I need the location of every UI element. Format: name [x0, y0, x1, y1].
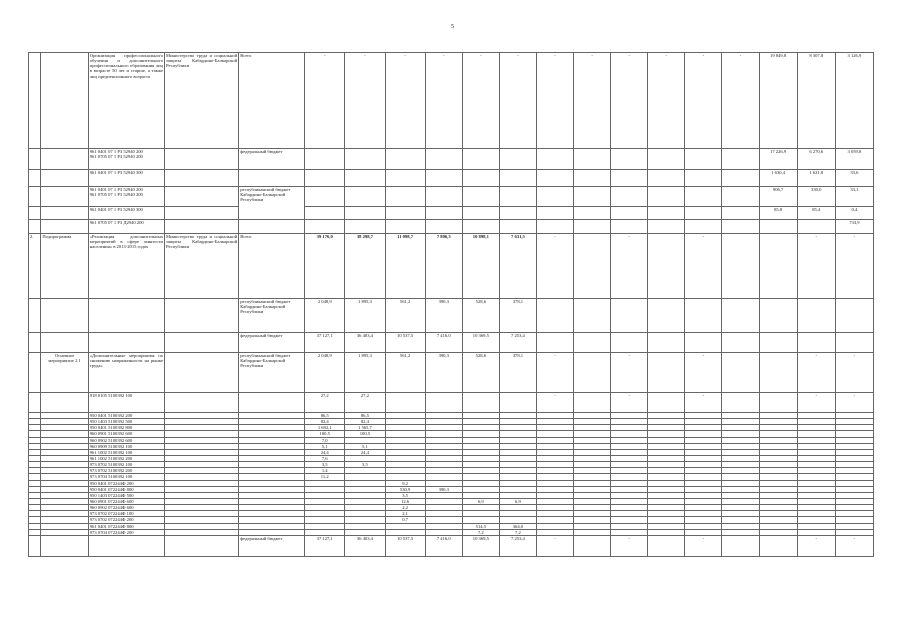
table-cell: 390,3: [425, 486, 462, 492]
budget-code: 918 0105 5100392 100: [88, 393, 164, 413]
table-cell: 3 126,9: [835, 53, 873, 149]
table-cell: -: [611, 535, 648, 556]
table-cell: 24,4: [305, 449, 345, 455]
budget-code: 960 0902 072244Ф 600: [88, 505, 164, 511]
budget-code: 961 1002 5100392 100: [88, 449, 164, 455]
ministry-cell: Министерство труда и социальной защиты Кабардино-Балкарской Республики: [165, 53, 239, 149]
table-cell: 5,1: [345, 443, 385, 449]
table-cell: 82,4: [305, 419, 345, 425]
table-cell: -: [835, 393, 873, 413]
table-cell: 1 621,8: [797, 170, 835, 187]
table-cell: 7 631,5: [499, 234, 536, 299]
budget-code: 961 0401 07 1 P3 52940 200 961 0705 07 1 P3 52940 200: [88, 187, 164, 207]
table-row: [29, 393, 874, 413]
table-cell: -: [797, 234, 835, 299]
budget-code: 973 0704 5100392 100: [88, 474, 164, 480]
budget-code: 961 0401 07 1 P3 52940 300: [88, 207, 164, 220]
table-cell: 27,2: [345, 393, 385, 413]
table-cell: 1 895,3: [345, 299, 385, 333]
table-cell: 530,9: [385, 486, 425, 492]
budget-code: 950 0401 072244Ф 200: [88, 480, 164, 486]
table-cell: 7 416,0: [425, 333, 462, 353]
table-row: [29, 149, 874, 170]
fund-label: Всего: [239, 53, 305, 149]
table-cell: 82,4: [345, 419, 385, 425]
table-cell: -: [536, 393, 573, 413]
table-row: [29, 170, 874, 187]
table-cell: -: [536, 53, 573, 149]
budget-code: 973 0704 072244Ф 200: [88, 529, 164, 535]
table-cell: 3,5: [345, 462, 385, 468]
table-cell: -: [536, 234, 573, 299]
table-cell: 10 369,5: [462, 535, 499, 556]
table-cell: 6,9: [499, 498, 536, 504]
budget-code: 960 0901 072244Ф 600: [88, 498, 164, 504]
budget-code: 973 0702 5100392 100: [88, 462, 164, 468]
table-cell: 27,2: [305, 393, 345, 413]
table-cell: -: [648, 53, 685, 149]
table-cell: 2 048,9: [305, 299, 345, 333]
event-name: Организация профессионального обучения и дополнительного профессионального образования лиц в возрасте 50 лет и старше, а также лиц предпенсионного возраста: [88, 53, 164, 149]
table-cell: -: [574, 53, 611, 149]
table-row: [29, 220, 874, 234]
table-cell: 561,2: [385, 299, 425, 333]
table-row: [29, 299, 874, 333]
table-cell: 2 048,9: [305, 353, 345, 393]
table-cell: 364,0: [499, 523, 536, 529]
table-cell: -: [835, 535, 873, 556]
ministry-cell: Министерство труда и социальной защиты Кабардино-Балкарской Республики: [165, 234, 239, 299]
subprogram-name: «Реализация дополнительных мероприятий в сфере занятости населения» в 2013-2015 годах: [88, 234, 164, 299]
fund-label: республиканский бюджет Кабардино-Балкарской Республики: [239, 299, 305, 333]
table-cell: 36 403,4: [345, 333, 385, 353]
table-cell: 100,5: [345, 431, 385, 437]
table-cell: 378,1: [499, 299, 536, 333]
page-number: 5: [451, 24, 454, 30]
table-row: [29, 353, 874, 393]
table-cell: 10 369,5: [462, 333, 499, 353]
table-cell: 11,2: [305, 474, 345, 480]
table-row: [29, 187, 874, 207]
budget-code: 973 0702 5100392 200: [88, 468, 164, 474]
table-cell: -: [722, 53, 759, 149]
budget-code: 950 0401 5100392 200: [88, 413, 164, 419]
table-cell: -: [462, 53, 499, 149]
table-cell: -: [536, 353, 573, 393]
table-cell: 1 895,3: [345, 353, 385, 393]
table-row: [29, 535, 874, 556]
table-cell: 19 849,8: [759, 53, 797, 149]
budget-code: 973 0702 072244Ф 200: [88, 517, 164, 523]
table-cell: -: [385, 53, 425, 149]
table-cell: -: [685, 353, 722, 393]
table-cell: -: [425, 53, 462, 149]
table-cell: 733,9: [835, 220, 873, 234]
budget-code: 961 0401 07 1 P3 52940 200 961 0705 07 1 P3 52940 200: [88, 149, 164, 170]
table-cell: 85,4: [797, 207, 835, 220]
budget-code: 960 0909 5100392 100: [88, 443, 164, 449]
table-cell: 1 630,4: [759, 170, 797, 187]
table-cell: -: [797, 535, 835, 556]
table-cell: 330,0: [797, 187, 835, 207]
table-cell: 378,1: [499, 353, 536, 393]
table-cell: -: [685, 535, 722, 556]
table-cell: 0,7: [385, 517, 425, 523]
table-cell: 11 098,7: [385, 234, 425, 299]
table-cell: 7,0: [305, 437, 345, 443]
table-row: [29, 333, 874, 353]
budget-code: 961 0401 072244Ф 800: [88, 523, 164, 529]
table-cell: 36 403,4: [345, 535, 385, 556]
table-cell: 3,5: [385, 492, 425, 498]
table-cell: 7 416,0: [425, 535, 462, 556]
table-cell: -: [345, 53, 385, 149]
table-cell: 528,6: [462, 299, 499, 333]
fund-label: федеральный бюджет: [239, 333, 305, 353]
budget-table: [28, 52, 874, 557]
table-cell: 1,4: [305, 468, 345, 474]
program-kind: Подпрограмма: [41, 234, 88, 299]
table-cell: -: [835, 234, 873, 299]
budget-code: 961 1002 5100392 200: [88, 455, 164, 461]
table-cell: 12,6: [385, 498, 425, 504]
budget-code: 961 0401 07 1 P3 52940 300: [88, 170, 164, 187]
table-cell: 86,5: [305, 413, 345, 419]
table-cell: 390,3: [425, 353, 462, 393]
budget-code: 950 1403 072244Ф 500: [88, 492, 164, 498]
budget-code: 950 0401 072244Ф 800: [88, 486, 164, 492]
table-cell: -: [685, 53, 722, 149]
budget-code: 950 1403 5100392 500: [88, 419, 164, 425]
fund-label: Всего: [239, 234, 305, 299]
table-cell: -: [611, 53, 648, 149]
table-cell: 906,7: [759, 187, 797, 207]
table-cell: 33,1: [835, 187, 873, 207]
table-cell: 10 898,1: [462, 234, 499, 299]
table-cell: 7 806,3: [425, 234, 462, 299]
table-cell: 6,9: [462, 498, 499, 504]
event-kind: Основное мероприятие 2.1: [41, 353, 88, 393]
table-cell: -: [611, 393, 648, 413]
table-cell: -: [835, 353, 873, 393]
budget-code: 950 0401 5100392 800: [88, 425, 164, 431]
table-cell: 85,8: [759, 207, 797, 220]
table-cell: -: [536, 535, 573, 556]
table-cell: 2,1: [385, 511, 425, 517]
table-cell: 6 270,6: [797, 149, 835, 170]
table-cell: -: [797, 393, 835, 413]
table-cell: 7,6: [305, 455, 345, 461]
table-cell: 7,2: [462, 529, 499, 535]
table-cell: -: [685, 234, 722, 299]
table-cell: 7 253,4: [499, 535, 536, 556]
table-cell: 24,4: [345, 449, 385, 455]
table-cell: 7 253,4: [499, 333, 536, 353]
budget-code: 973 0702 072244Ф 100: [88, 511, 164, 517]
table-cell: 17 226,9: [759, 149, 797, 170]
table-cell: 33,6: [835, 170, 873, 187]
table-cell: -: [685, 393, 722, 413]
table-cell: 1 565,7: [345, 425, 385, 431]
fund-label: федеральный бюджет: [239, 535, 305, 556]
table-cell: 514,5: [462, 523, 499, 529]
event-name: «Дополнительные мероприятия по снижению напряженности на рынке труда»: [88, 353, 164, 393]
table-cell: 3 059,8: [835, 149, 873, 170]
table-cell: 1 692,1: [305, 425, 345, 431]
table-cell: -: [611, 234, 648, 299]
table-cell: 10 537,5: [385, 535, 425, 556]
table-cell: 5,1: [305, 443, 345, 449]
table-cell: 561,2: [385, 353, 425, 393]
fund-label: республиканский бюджет Кабардино-Балкарской Республики: [239, 187, 305, 220]
fund-label: республиканский бюджет Кабардино-Балкарской Республики: [239, 353, 305, 393]
table-cell: 37 127,1: [305, 333, 345, 353]
table-cell: -: [797, 353, 835, 393]
table-row: [29, 234, 874, 299]
table-cell: 86,5: [345, 413, 385, 419]
table-cell: 8 307,8: [797, 53, 835, 149]
table-cell: -: [611, 353, 648, 393]
budget-code: 960 0901 5100392 600: [88, 431, 164, 437]
budget-code: 961 0705 07 1 P3 Д2940 200: [88, 220, 164, 234]
table-cell: 7,2: [499, 529, 536, 535]
table-cell: -: [305, 53, 345, 149]
table-cell: 10 537,5: [385, 333, 425, 353]
table-cell: 39 176,0: [305, 234, 345, 299]
table-cell: 9,2: [385, 480, 425, 486]
table-cell: 0,4: [835, 207, 873, 220]
table-cell: 37 127,1: [305, 535, 345, 556]
table-row: [29, 207, 874, 220]
table-cell: 38 298,7: [345, 234, 385, 299]
table-cell: 390,3: [425, 299, 462, 333]
table-cell: -: [499, 53, 536, 149]
row-number: 2.: [29, 234, 41, 299]
table-cell: 3,5: [305, 462, 345, 468]
table-cell: 528,6: [462, 353, 499, 393]
fund-label: федеральный бюджет: [239, 149, 305, 170]
table-row: [29, 53, 874, 149]
table-cell: 100,5: [305, 431, 345, 437]
budget-code: 960 0902 5100392 600: [88, 437, 164, 443]
table-cell: 2,2: [385, 505, 425, 511]
